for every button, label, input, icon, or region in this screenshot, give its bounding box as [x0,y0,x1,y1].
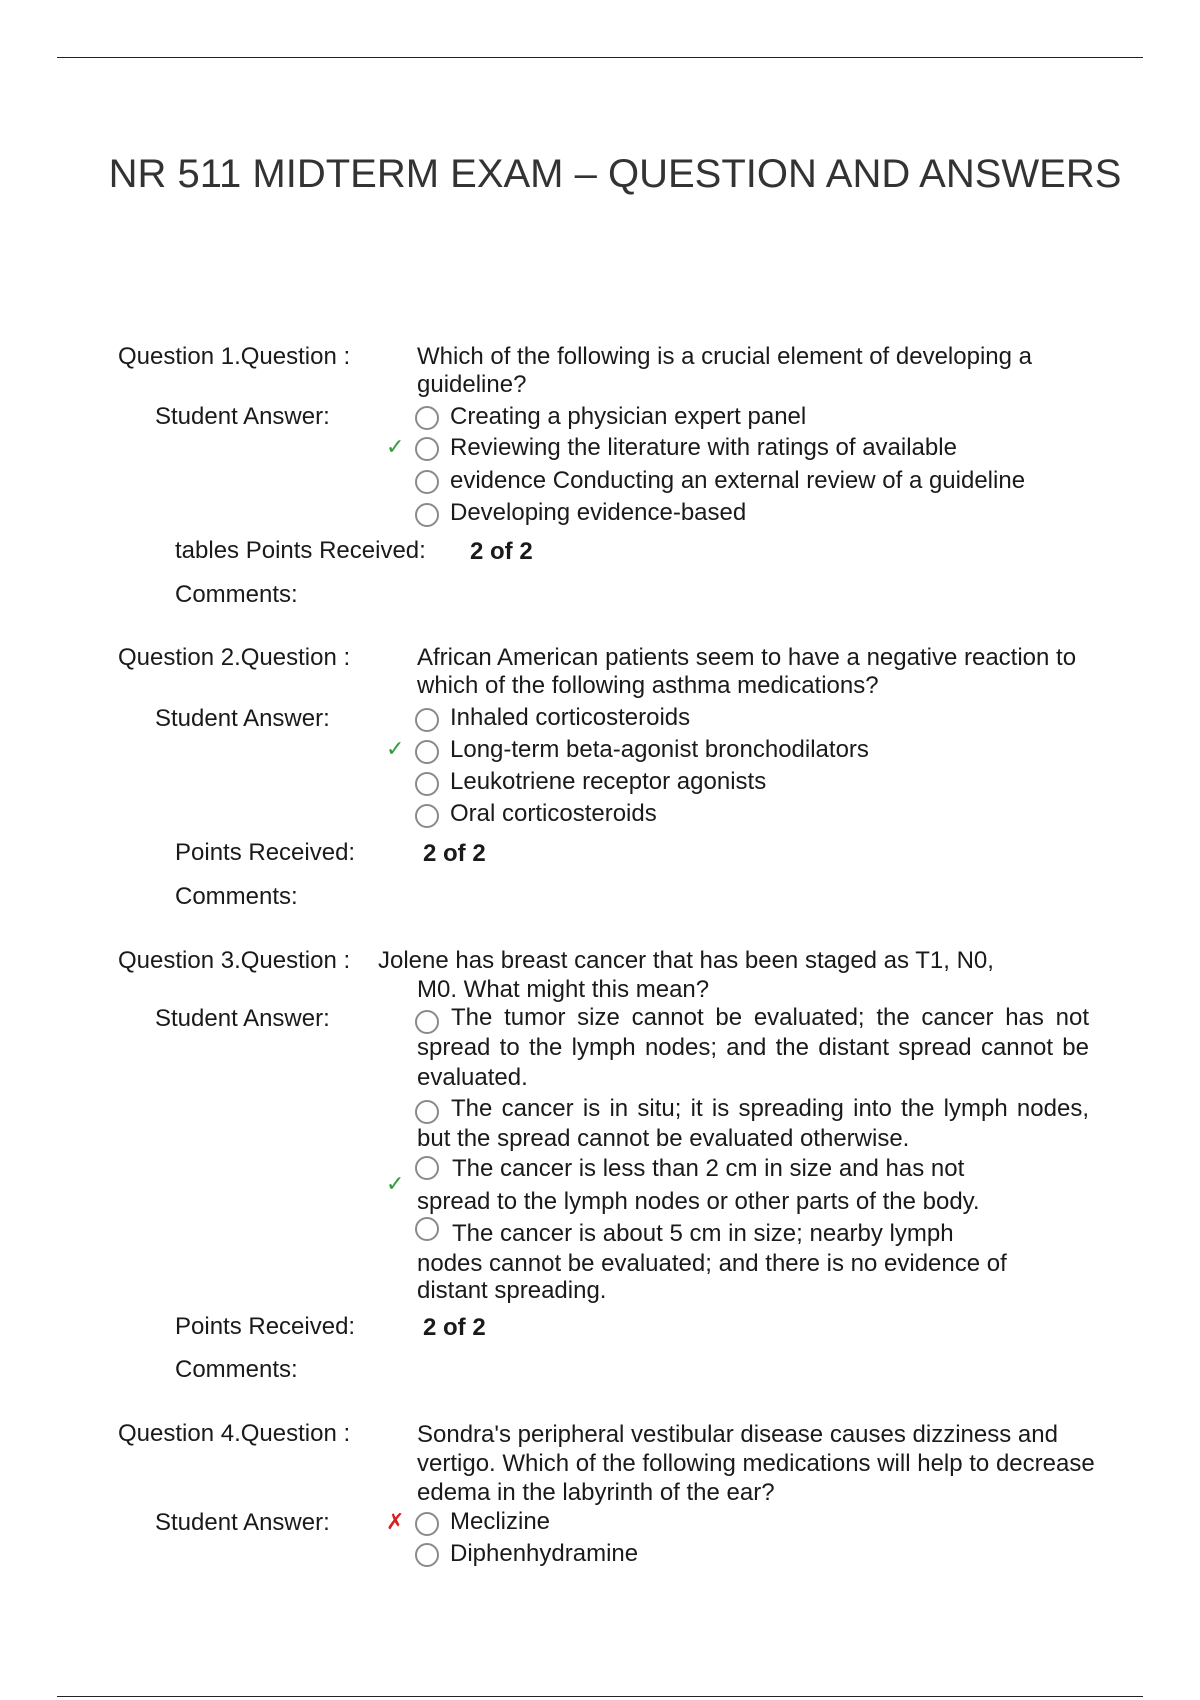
incorrect-x-icon: ✗ [386,1509,405,1534]
radio-option-3[interactable] [415,772,439,796]
option-text: Diphenhydramine [450,1540,639,1567]
option-text: Leukotriene receptor agonists [450,768,767,795]
option-text: The cancer is in situ; it is spreading into the lymph nodes, but the spread cannot be evaluated otherwise. [417,1095,1089,1152]
question-label: Question 1.Question : [118,343,351,370]
radio-option-3[interactable] [415,470,439,494]
option-text: Meclizine [450,1508,551,1535]
correct-check-icon: ✓ [386,736,405,761]
question-text: Sondra's peripheral vestibular disease causes dizziness and vertigo. Which of the following medications will help to decrease edema in the labyrinth of the ear? [417,1421,1095,1506]
correct-check-icon: ✓ [386,1171,405,1196]
points-received-label: Points Received: [175,839,356,866]
option-text: Reviewing the literature with ratings of available [450,434,957,461]
radio-option-2[interactable] [415,740,439,764]
question-label: Question 2.Question : [118,644,351,671]
comments-label: Comments: [175,883,298,910]
points-received-label: Points Received: [175,1313,356,1340]
option-text: Creating a physician expert panel [450,403,807,430]
comments-label: Comments: [175,1356,298,1383]
points-value: 2 of 2 [423,1314,486,1341]
student-answer-label: Student Answer: [155,403,330,430]
question-text-line: M0. What might this mean? [417,976,710,1003]
radio-option-4[interactable] [415,804,439,828]
option-text: nodes cannot be evaluated; and there is no evidence of [417,1250,1007,1277]
option-text: Developing evidence-based [450,499,747,526]
student-answer-label: Student Answer: [155,1509,330,1536]
radio-option-2[interactable] [415,1543,439,1567]
radio-option-1[interactable] [415,708,439,732]
option-text: Inhaled corticosteroids [450,704,691,731]
option-text: The tumor size cannot be evaluated; the cancer has not spread to the lymph nodes; and the distant spread cannot be evaluated. [417,1004,1089,1091]
radio-option-4[interactable] [415,503,439,527]
option-text: Long-term beta-agonist bronchodilators [450,736,869,763]
radio-option-4[interactable] [415,1217,439,1241]
bottom-rule [57,1696,1143,1697]
comments-label: Comments: [175,581,298,608]
question-text: Which of the following is a crucial element of developing a guideline? [417,343,1032,398]
question-label: Question 3.Question : [118,947,351,974]
question-text-line: Jolene has breast cancer that has been staged as T1, N0, [378,947,994,974]
points-value: 2 of 2 [423,840,486,867]
radio-option-2[interactable] [415,437,439,461]
option-text: distant spreading. [417,1277,607,1304]
page-title: NR 511 MIDTERM EXAM – QUESTION AND ANSWERS [108,152,1122,196]
student-answer-label: Student Answer: [155,705,330,732]
radio-option-1[interactable] [415,1512,439,1536]
question-label: Question 4.Question : [118,1420,351,1447]
radio-option-1[interactable] [415,406,439,430]
radio-option-3[interactable] [415,1156,439,1180]
points-value: 2 of 2 [470,538,533,565]
student-answer-label: Student Answer: [155,1005,330,1032]
question-text: African American patients seem to have a negative reaction to which of the following asthma medications? [417,644,1077,699]
option-text: Oral corticosteroids [450,800,657,827]
option-text: evidence Conducting an external review of a guideline [450,467,1026,494]
option-text: The cancer is about 5 cm in size; nearby lymph [452,1220,954,1247]
points-received-label: tables Points Received: [175,537,426,564]
option-text: The cancer is less than 2 cm in size and has not [452,1155,965,1182]
correct-check-icon: ✓ [386,434,405,459]
top-rule [57,57,1143,58]
option-text: spread to the lymph nodes or other parts of the body. [417,1188,980,1215]
points-prefix: tables [175,537,240,564]
